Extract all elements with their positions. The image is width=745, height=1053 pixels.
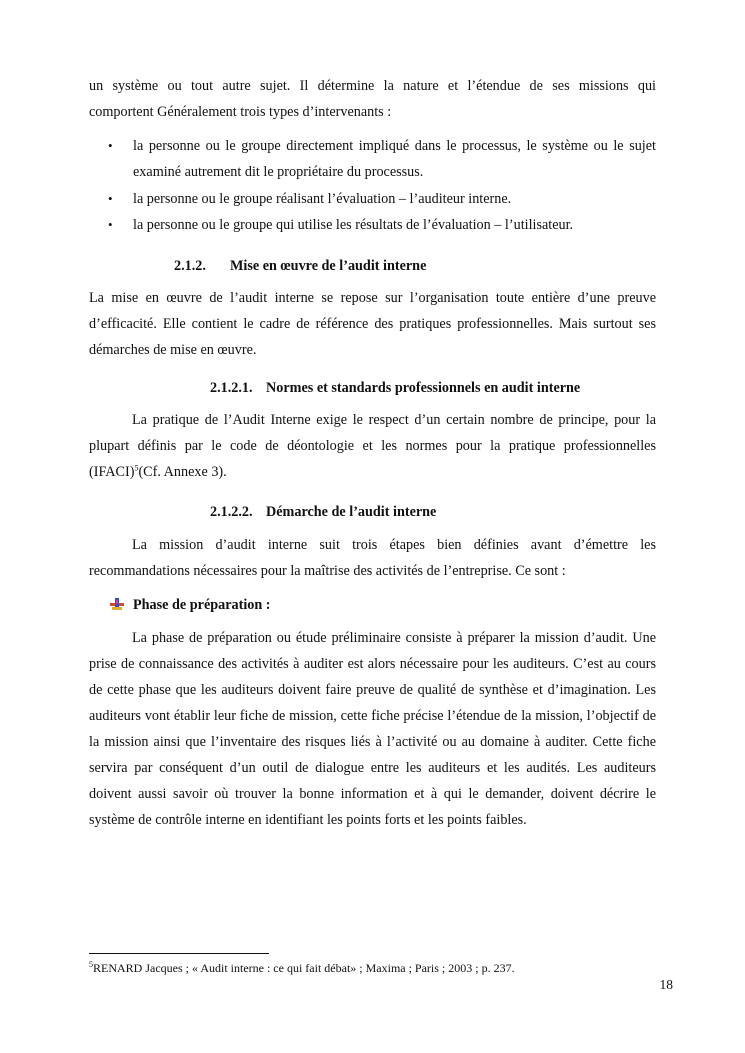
phase-paragraph: La phase de préparation ou étude préliminaire consiste à préparer la mission d’audit. Une prise de connaissance des activités à auditer est alors nécessaire pour les auditeurs. C’est au cours de cette phase que les auditeurs doivent faire preuve de qualité de synthèse et d’imagination. Les auditeurs vont établir leur fiche de mission, cette fiche précise l’étendue de la mission, l’objectif de la mission ainsi que l’inventaire des risques liés à l’activité ou au domaine à auditer. Cette fiche servira par conséquent d’un outil de dialogue entre les auditeurs et les audités. Les auditeurs doivent aussi savoir où trouver la bonne information et à qui le demander, doivent décrire le système de contrôle interne en identifiant les points forts et les points faibles. bbox=[89, 630, 656, 828]
footnote-number: 5 bbox=[89, 960, 93, 969]
section-2-1-2-2-paragraph: La mission d’audit interne suit trois étapes bien définies avant d’émettre les recommandations nécessaires pour la maîtrise des activités de l’entreprise. Ce sont : bbox=[89, 537, 656, 579]
section-heading-2-1-2-2 bbox=[210, 502, 436, 522]
footnote-separator bbox=[89, 953, 269, 954]
section-number: 2.1.2.2. bbox=[210, 504, 253, 520]
section-heading-2-1-2-1 bbox=[210, 378, 580, 398]
section-title: Mise en œuvre de l’audit interne bbox=[230, 258, 427, 274]
section-number: 2.1.2. bbox=[174, 258, 206, 274]
intro-line-1: un système ou tout autre sujet. Il détermine la nature et l’étendue de ses missions qui bbox=[89, 78, 656, 94]
phase-title: Phase de préparation : bbox=[133, 597, 271, 613]
page-number: 18 bbox=[659, 977, 673, 992]
section-title: Normes et standards professionnels en audit interne bbox=[266, 380, 581, 396]
section-2-1-2-1-paragraph bbox=[89, 407, 656, 485]
footnote bbox=[89, 960, 515, 976]
bullet-dot-icon: • bbox=[108, 217, 113, 232]
paragraph-text-end: (Cf. Annexe 3). bbox=[138, 464, 227, 480]
bullet-dot-icon: • bbox=[108, 138, 113, 153]
pointing-hand-icon bbox=[109, 596, 125, 612]
section-2-1-2-paragraph: La mise en œuvre de l’audit interne se repose sur l’organisation toute entière d’une preuve d’efficacité. Elle contient le cadre de référence des pratiques professionnelles. Mais surtout ses démarches de mise en œuvre. bbox=[89, 290, 656, 358]
section-number: 2.1.2.1. bbox=[210, 380, 253, 396]
bullet-text: la personne ou le groupe qui utilise les résultats de l’évaluation – l’utilisateur. bbox=[133, 217, 574, 233]
section-title: Démarche de l’audit interne bbox=[266, 504, 437, 520]
bullet-text: la personne ou le groupe directement impliqué dans le processus, le système ou le sujet examiné autrement dit le propriétaire du processus. bbox=[133, 138, 656, 180]
footnote-ref: 5 bbox=[134, 463, 139, 473]
paragraph-text: La pratique de l’Audit Interne exige le respect d’un certain nombre de principe, pour la plupart définis par le code de déontologie et les normes pour la pratique professionnelles (IFACI) bbox=[89, 412, 656, 480]
bullet-dot-icon: • bbox=[108, 191, 113, 206]
footnote-text: RENARD Jacques ; « Audit interne : ce qui fait débat» ; Maxima ; Paris ; 2003 ; p. 237. bbox=[93, 961, 515, 975]
intro-line-2: comportent Généralement trois types d’intervenants : bbox=[89, 104, 392, 120]
section-heading-2-1-2 bbox=[174, 256, 426, 276]
bullet-text: la personne ou le groupe réalisant l’évaluation – l’auditeur interne. bbox=[133, 191, 512, 207]
